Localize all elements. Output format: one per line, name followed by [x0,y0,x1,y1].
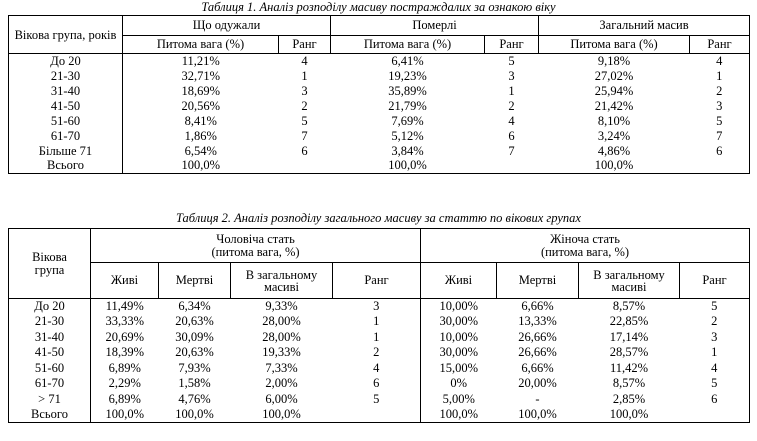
rank-cell: 3 [680,330,750,346]
value-cell: 6,34% [178,299,211,313]
value-cell: 9,33% [265,299,298,313]
value-cell: 6,89% [108,391,141,406]
t1-share-label: Питома вага (%) [539,36,690,54]
age-cell: Більше 71 [9,144,123,159]
t2-male-header [91,229,421,263]
age-cell: 61-70 [9,129,123,144]
value-cell: 100,0% [331,159,485,174]
value-cell: 26,66% [518,329,557,344]
value-cell: 17,14% [609,329,649,344]
age-cell: 41-50 [9,345,91,361]
t1-rank-label: Ранг [279,36,331,54]
rank-cell: 6 [301,143,308,158]
age-cell: Всього [9,407,91,423]
rank-cell: 2 [690,84,750,99]
rank-cell [680,407,750,423]
rank-cell [690,159,750,174]
rank-cell: 3 [301,83,308,98]
value-cell: 100,0% [497,407,579,423]
value-cell: 21,42% [594,98,634,113]
table-row [9,69,750,84]
t1-group-recovered: Що одужали [123,16,331,36]
value-cell: 8,41% [184,113,217,128]
table-row [9,114,750,129]
value-cell: 100,0% [159,407,231,423]
age-cell: 31-40 [9,330,91,346]
value-cell: 11,42% [609,360,649,375]
table-row [9,54,750,69]
rank-cell: 1 [680,345,750,361]
rank-cell: 5 [680,299,750,315]
value-cell: 13,33% [518,314,557,329]
age-cell: Всього [9,159,123,174]
value-cell: 18,39% [105,345,145,360]
rank-cell: 4 [690,54,750,69]
value-cell: 4,86% [597,143,631,158]
value-cell: 9,18% [597,53,631,68]
value-cell: 2,00% [265,376,298,391]
rank-cell: 5 [690,114,750,129]
rank-cell: 6 [333,376,421,392]
t2-dead-label: Мертві [159,263,231,299]
t2-age-header-line2: група [34,262,65,277]
t2-total-label: В загальному масиві [231,263,333,299]
value-cell: 30,00% [439,314,479,329]
value-cell: 11,21% [181,53,220,68]
value-cell: 30,00% [439,345,479,360]
value-cell: 33,33% [105,314,145,329]
table-row [9,84,750,99]
rank-cell [333,407,421,423]
value-cell: 20,69% [105,329,145,344]
rank-cell: 6 [690,144,750,159]
t2-age-header [9,229,91,299]
table-row [9,345,750,361]
value-cell: 100,0% [579,407,680,423]
value-cell: 3,24% [597,128,631,143]
rank-cell: 2 [333,345,421,361]
table-row [9,392,750,408]
table-row [9,376,750,392]
value-cell: 28,00% [262,329,301,344]
table2 [8,228,750,423]
value-cell: 19,23% [388,68,427,83]
rank-cell: 2 [301,98,308,113]
value-cell: 100,0% [421,407,497,423]
t2-rank-label: Ранг [680,263,750,299]
value-cell: 27,02% [594,68,634,83]
rank-cell: 7 [690,129,750,144]
value-cell: 6,54% [184,143,217,158]
value-cell: 1,86% [184,128,217,143]
t2-male-header-line1: Чоловіча стать [216,231,295,246]
t2-age-header-line1: Вікова [32,249,67,264]
value-cell: 30,09% [175,329,214,344]
value-cell: 20,56% [181,98,221,113]
value-cell: 100,0% [231,407,333,423]
value-cell: 32,71% [181,68,221,83]
value-cell: 100,0% [91,407,159,423]
age-cell: До 20 [9,299,91,315]
age-cell: 41-50 [9,99,123,114]
t2-female-header-line2: (питома вага, %) [540,244,630,259]
value-cell: 20,63% [175,314,214,329]
value-cell: 6,66% [521,360,554,375]
table-row [9,159,750,174]
value-cell: 22,85% [609,314,649,329]
t1-share-label: Питома вага (%) [331,36,485,54]
value-cell: 8,57% [612,376,646,391]
age-cell: > 71 [9,392,91,408]
value-cell: 5,00% [442,391,475,406]
age-cell: 31-40 [9,84,123,99]
value-cell: 20,00% [518,376,557,391]
rank-cell: 5 [301,113,308,128]
table-row [9,299,750,315]
value-cell: 7,69% [391,113,424,128]
rank-cell: 3 [690,99,750,114]
table2-caption: Таблиця 2. Аналіз розподілу загального масиву за статтю по вікових групах [176,211,581,225]
value-cell: 18,69% [181,83,221,98]
t2-alive-label: Живі [421,263,497,299]
table-row [9,144,750,159]
value-cell: 35,89% [388,83,427,98]
rank-cell: 5 [680,376,750,392]
age-cell: 21-30 [9,69,123,84]
age-cell: До 20 [9,54,123,69]
value-cell: 25,94% [594,83,634,98]
rank-cell: 7 [301,128,308,143]
value-cell: 5,12% [391,128,424,143]
age-cell: 51-60 [9,361,91,377]
rank-cell [279,159,331,174]
t1-age-header: Вікова група, років [9,16,123,54]
value-cell: 100,0% [123,159,279,174]
t1-rank-label: Ранг [485,36,539,54]
value-cell: 21,79% [388,98,427,113]
table1-caption: Таблиця 1. Аналіз розподілу масиву постраждалих за ознакою віку [201,0,556,14]
rank-cell: 2 [680,314,750,330]
value-cell: 8,10% [597,113,631,128]
rank-cell: 1 [301,68,308,83]
t2-alive-label: Живі [91,263,159,299]
table1 [8,15,750,174]
rank-cell [485,159,539,174]
value-cell: 8,57% [612,299,646,313]
value-cell: 11,49% [105,299,144,313]
value-cell: - [535,391,540,406]
rank-cell: 4 [680,361,750,377]
rank-cell: 3 [333,299,421,315]
t2-dead-label: Мертві [497,263,579,299]
t2-female-header-line1: Жіноча стать [550,231,620,246]
rank-cell: 1 [333,314,421,330]
table-row [9,330,750,346]
value-cell: 20,63% [175,345,214,360]
rank-cell: 1 [333,330,421,346]
rank-cell: 5 [508,53,515,68]
rank-cell: 1 [690,69,750,84]
t1-share-label: Питома вага (%) [123,36,279,54]
value-cell: 15,00% [439,360,479,375]
age-cell: 51-60 [9,114,123,129]
value-cell: 0% [450,376,468,391]
value-cell: 2,29% [108,376,141,391]
value-cell: 26,66% [518,345,557,360]
table-row [9,361,750,377]
table-row [9,99,750,114]
rank-cell: 4 [508,113,515,128]
value-cell: 100,0% [539,159,690,174]
value-cell: 28,00% [262,314,301,329]
t2-male-header-line2: (питома вага, %) [211,244,300,259]
age-cell: 61-70 [9,376,91,392]
t1-group-deceased: Померлі [331,16,539,36]
rank-cell: 4 [301,53,308,68]
value-cell: 3,84% [391,143,424,158]
rank-cell: 7 [508,143,515,158]
rank-cell: 1 [508,83,515,98]
t2-female-header [421,229,750,263]
value-cell: 10,00% [439,299,479,313]
value-cell: 6,00% [265,391,298,406]
table-row [9,407,750,423]
table-row [9,314,750,330]
t2-rank-label: Ранг [333,263,421,299]
table-row [9,129,750,144]
value-cell: 1,58% [178,376,211,391]
value-cell: 10,00% [439,329,479,344]
value-cell: 7,93% [178,360,211,375]
value-cell: 2,85% [612,391,646,406]
value-cell: 6,41% [391,53,424,68]
t2-total-label: В загальному масиві [579,263,680,299]
value-cell: 6,89% [108,360,141,375]
value-cell: 19,33% [262,345,301,360]
t1-rank-label: Ранг [690,36,750,54]
value-cell: 7,33% [265,360,298,375]
rank-cell: 2 [508,98,515,113]
value-cell: 4,76% [178,391,211,406]
rank-cell: 3 [508,68,515,83]
rank-cell: 6 [508,128,515,143]
rank-cell: 5 [333,392,421,408]
value-cell: 28,57% [609,345,649,360]
rank-cell: 4 [333,361,421,377]
value-cell: 6,66% [521,299,554,313]
age-cell: 21-30 [9,314,91,330]
t1-group-total: Загальний масив [539,16,750,36]
rank-cell: 6 [680,392,750,408]
